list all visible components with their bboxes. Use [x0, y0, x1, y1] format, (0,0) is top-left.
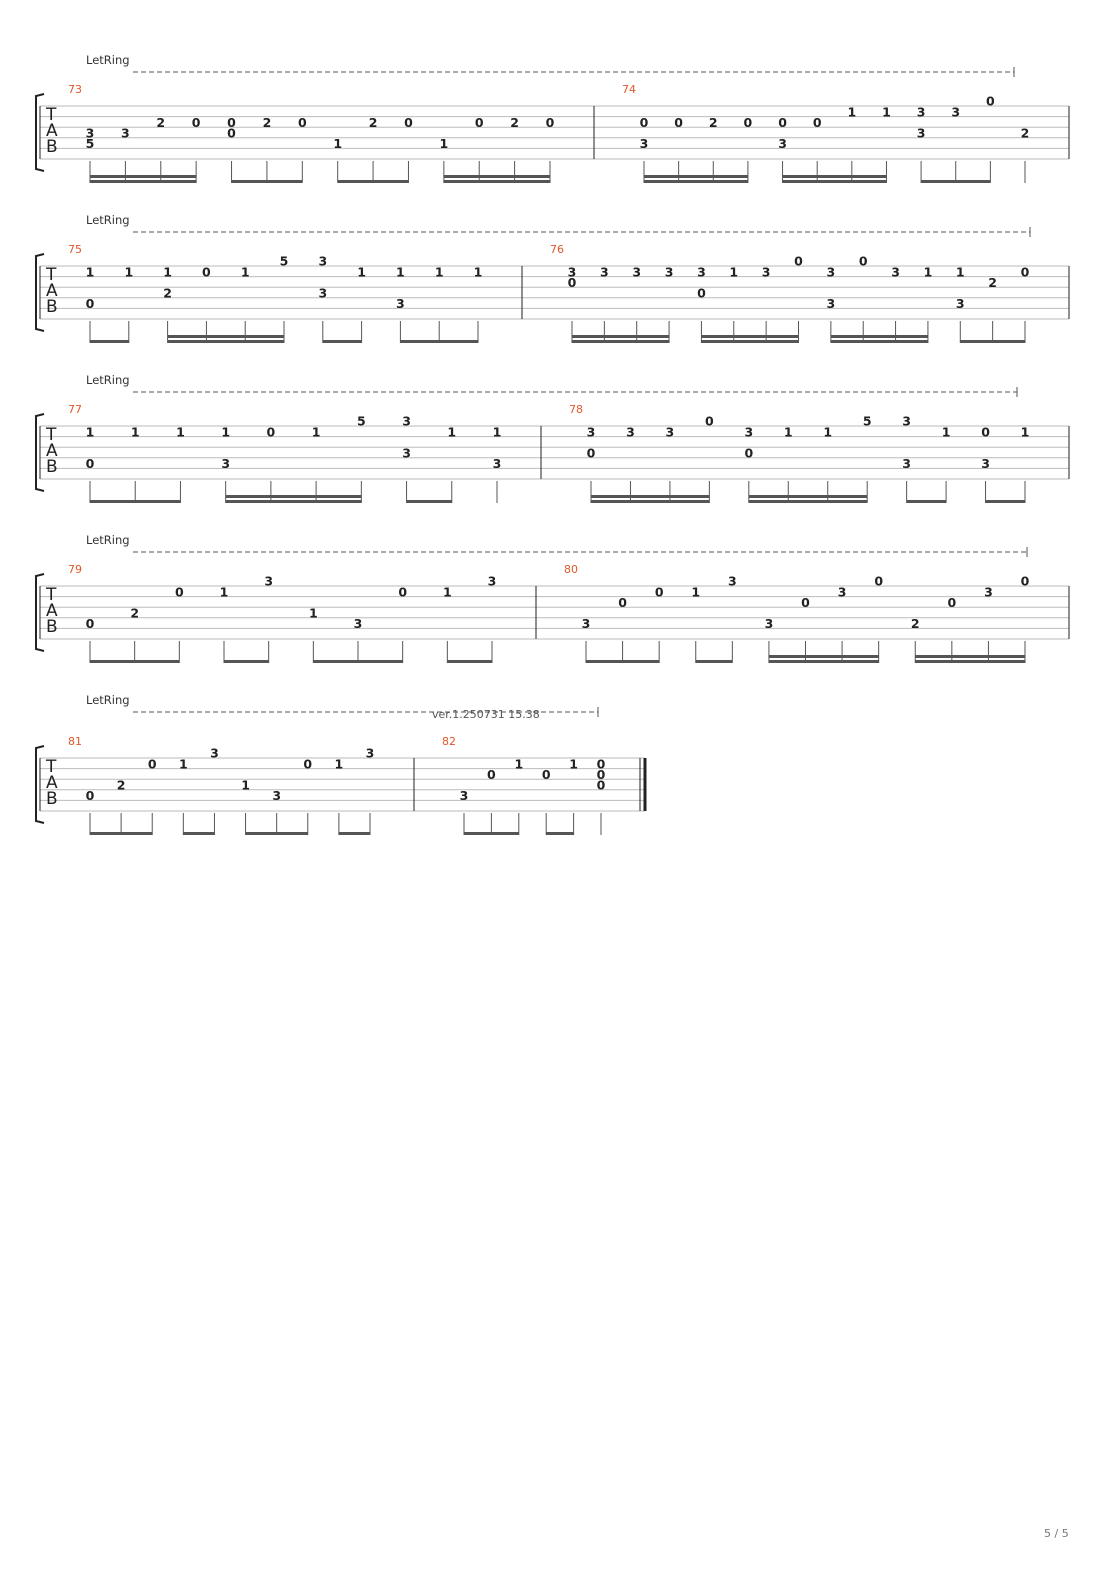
beam-primary — [769, 660, 879, 663]
beam-primary — [400, 340, 478, 343]
fret-number: 0 — [596, 766, 606, 782]
fret-number: 0 — [705, 413, 714, 429]
fret-number: 0 — [227, 125, 236, 141]
fret-number: 0 — [474, 114, 484, 130]
fret-number: 1 — [308, 605, 318, 621]
fret-number: 3 — [778, 136, 787, 152]
beam-primary — [586, 660, 659, 663]
fret-number: 1 — [241, 777, 250, 793]
beam-primary — [90, 500, 180, 503]
fret-number: 3 — [981, 456, 990, 472]
fret-number: 0 — [697, 285, 706, 301]
staff-system — [36, 53, 1069, 183]
fret-number: 1 — [396, 264, 405, 280]
fret-number: 1 — [178, 756, 188, 772]
fret-number: 3 — [891, 264, 900, 280]
fret-number: 0 — [778, 114, 787, 130]
beam-secondary — [168, 335, 284, 338]
fret-number: 3 — [626, 424, 635, 440]
measure-number: 73 — [68, 83, 82, 96]
beam-secondary — [783, 175, 887, 178]
fret-number: 1 — [729, 264, 739, 280]
beam-secondary — [831, 335, 928, 338]
fret-number: 1 — [176, 424, 185, 440]
fret-number: 3 — [492, 456, 502, 472]
fret-number: 2 — [988, 274, 997, 290]
beam-primary — [168, 340, 284, 343]
fret-number: 0 — [743, 114, 753, 130]
fret-number: 3 — [567, 264, 577, 280]
beam-secondary — [701, 335, 798, 338]
beam-primary — [313, 660, 402, 663]
tab-clef-letter: A — [46, 121, 58, 141]
tab-clef-letter: B — [46, 457, 58, 477]
fret-number: 1 — [941, 424, 951, 440]
fret-number: 3 — [902, 456, 911, 472]
fret-number: 0 — [202, 264, 211, 280]
tab-clef-letter: T — [46, 757, 57, 777]
let-ring-label: LetRing — [86, 373, 130, 387]
version-label: ver.1.250731 15.38 — [432, 708, 540, 721]
beam-primary — [338, 180, 409, 183]
fret-number: 0 — [986, 93, 995, 109]
fret-number: 0 — [596, 756, 606, 772]
fret-number: 1 — [447, 424, 457, 440]
fret-number: 0 — [794, 253, 803, 269]
measure-number: 81 — [68, 735, 82, 748]
let-ring-label: LetRing — [86, 213, 130, 227]
beam-primary — [921, 180, 990, 183]
fret-number: 2 — [262, 114, 272, 130]
tab-clef-letter: T — [46, 105, 57, 125]
fret-number: 3 — [764, 616, 774, 632]
fret-number: 3 — [221, 456, 231, 472]
fret-number: 0 — [174, 584, 184, 600]
fret-number: 3 — [353, 616, 363, 632]
fret-number: 1 — [823, 424, 833, 440]
beam-primary — [986, 500, 1025, 503]
measure-number: 77 — [68, 403, 82, 416]
fret-number: 0 — [981, 424, 990, 440]
fret-number: 3 — [318, 253, 328, 269]
measure-number: 74 — [622, 83, 636, 96]
fret-number: 5 — [862, 413, 872, 429]
fret-number: 0 — [541, 766, 551, 782]
beam-secondary — [644, 175, 748, 178]
fret-number: 0 — [1020, 573, 1030, 589]
fret-number: 0 — [85, 296, 95, 312]
beam-secondary — [90, 175, 196, 178]
beam-primary — [960, 340, 1025, 343]
fret-number: 1 — [163, 264, 172, 280]
beam-primary — [907, 500, 946, 503]
fret-number: 0 — [744, 445, 754, 461]
beam-primary — [546, 832, 573, 835]
fret-number: 5 — [356, 413, 366, 429]
measure-number: 79 — [68, 563, 82, 576]
fret-number: 3 — [487, 573, 497, 589]
beam-primary — [90, 660, 179, 663]
fret-number: 0 — [618, 594, 627, 610]
fret-number: 1 — [569, 756, 578, 772]
fret-number: 1 — [311, 424, 321, 440]
fret-number: 3 — [459, 788, 469, 804]
fret-number: 1 — [847, 104, 857, 120]
fret-number: 3 — [727, 573, 737, 589]
fret-number: 0 — [639, 114, 649, 130]
fret-number: 2 — [1020, 125, 1030, 141]
beam-primary — [464, 832, 519, 835]
fret-number: 3 — [837, 584, 847, 600]
fret-number: 1 — [85, 264, 95, 280]
fret-number: 3 — [664, 264, 674, 280]
staff-system — [36, 533, 1069, 663]
fret-number: 1 — [124, 264, 134, 280]
fret-number: 2 — [156, 114, 166, 130]
beam-secondary — [226, 495, 362, 498]
fret-number: 3 — [272, 788, 282, 804]
fret-number: 0 — [404, 114, 413, 130]
beam-primary — [407, 500, 452, 503]
fret-number: 0 — [85, 456, 95, 472]
fret-number: 0 — [85, 788, 95, 804]
beam-primary — [224, 660, 269, 663]
fret-number: 0 — [545, 114, 555, 130]
fret-number: 0 — [85, 616, 95, 632]
beam-primary — [915, 660, 1025, 663]
fret-number: 2 — [130, 605, 140, 621]
measure-number: 78 — [569, 403, 583, 416]
fret-number: 1 — [514, 756, 524, 772]
fret-number: 0 — [147, 756, 157, 772]
beam-secondary — [591, 495, 709, 498]
fret-number: 1 — [492, 424, 502, 440]
fret-number: 5 — [279, 253, 289, 269]
beam-primary — [339, 832, 370, 835]
tab-clef-letter: T — [46, 265, 57, 285]
tab-clef-letter: T — [46, 425, 57, 445]
beam-primary — [644, 180, 748, 183]
fret-number: 1 — [691, 584, 701, 600]
fret-number: 2 — [163, 285, 172, 301]
fret-number: 3 — [639, 136, 649, 152]
fret-number: 1 — [882, 104, 891, 120]
fret-number: 0 — [567, 274, 577, 290]
beam-secondary — [444, 175, 550, 178]
tab-clef-letter: T — [46, 585, 57, 605]
fret-number: 0 — [227, 114, 236, 130]
tab-clef-letter: B — [46, 137, 58, 157]
fret-number: 2 — [708, 114, 718, 130]
fret-number: 2 — [116, 777, 126, 793]
fret-number: 3 — [121, 125, 130, 141]
fret-number: 1 — [130, 424, 140, 440]
fret-number: 3 — [210, 745, 219, 761]
fret-number: 3 — [264, 573, 274, 589]
fret-number: 1 — [357, 264, 366, 280]
fret-number: 0 — [947, 594, 957, 610]
beam-primary — [572, 340, 669, 343]
fret-number: 3 — [955, 296, 965, 312]
page-number: 5 / 5 — [1044, 1527, 1069, 1540]
beam-primary — [701, 340, 798, 343]
beam-primary — [696, 660, 733, 663]
measure-number: 75 — [68, 243, 82, 256]
beam-primary — [183, 832, 214, 835]
beam-primary — [90, 832, 152, 835]
fret-number: 3 — [951, 104, 961, 120]
fret-number: 3 — [902, 413, 911, 429]
fret-number: 3 — [318, 285, 328, 301]
tab-clef-letter: A — [46, 281, 58, 301]
beam-primary — [323, 340, 362, 343]
fret-number: 0 — [1020, 264, 1030, 280]
beam-primary — [232, 180, 303, 183]
fret-number: 1 — [85, 424, 95, 440]
beam-primary — [246, 832, 308, 835]
fret-number: 0 — [487, 766, 496, 782]
fret-number: 0 — [674, 114, 683, 130]
fret-number: 3 — [826, 264, 836, 280]
fret-number: 3 — [697, 264, 706, 280]
fret-number: 3 — [600, 264, 609, 280]
fret-number: 3 — [402, 413, 411, 429]
fret-number: 0 — [812, 114, 822, 130]
beam-primary — [90, 180, 196, 183]
fret-number: 3 — [761, 264, 771, 280]
fret-number: 0 — [654, 584, 664, 600]
let-ring-label: LetRing — [86, 533, 130, 547]
measure-number: 76 — [550, 243, 564, 256]
beam-secondary — [915, 655, 1025, 658]
fret-number: 0 — [596, 777, 606, 793]
fret-number: 0 — [586, 445, 596, 461]
fret-number: 3 — [916, 125, 926, 141]
fret-number: 1 — [240, 264, 250, 280]
fret-number: 3 — [665, 424, 675, 440]
fret-number: 5 — [85, 136, 95, 152]
tab-clef-letter: A — [46, 441, 58, 461]
fret-number: 1 — [923, 264, 933, 280]
let-ring-label: LetRing — [86, 53, 130, 67]
tab-clef-letter: A — [46, 773, 58, 793]
staff-system — [36, 373, 1069, 503]
fret-number: 0 — [303, 756, 313, 772]
fret-number: 0 — [801, 594, 810, 610]
fret-number: 1 — [473, 264, 483, 280]
beam-primary — [591, 500, 709, 503]
fret-number: 1 — [1020, 424, 1030, 440]
fret-number: 3 — [586, 424, 596, 440]
fret-number: 0 — [191, 114, 201, 130]
fret-number: 1 — [955, 264, 965, 280]
tab-clef-letter: B — [46, 297, 58, 317]
fret-number: 1 — [219, 584, 229, 600]
fret-number: 0 — [874, 573, 884, 589]
let-ring-label: LetRing — [86, 693, 130, 707]
fret-number: 3 — [581, 616, 591, 632]
beam-primary — [444, 180, 550, 183]
beam-primary — [749, 500, 867, 503]
fret-number: 3 — [984, 584, 993, 600]
beam-primary — [831, 340, 928, 343]
fret-number: 0 — [266, 424, 276, 440]
staff-systems — [36, 53, 1069, 835]
fret-number: 1 — [334, 756, 344, 772]
beam-secondary — [749, 495, 867, 498]
beam-primary — [226, 500, 362, 503]
fret-number: 0 — [297, 114, 307, 130]
fret-number: 1 — [333, 136, 343, 152]
fret-number: 3 — [916, 104, 926, 120]
fret-number: 1 — [434, 264, 444, 280]
fret-number: 3 — [396, 296, 405, 312]
tab-clef-letter: B — [46, 617, 58, 637]
measure-number: 82 — [442, 735, 456, 748]
tab-clef-letter: B — [46, 789, 58, 809]
fret-number: 2 — [910, 616, 920, 632]
beam-secondary — [769, 655, 879, 658]
fret-number: 3 — [85, 125, 95, 141]
fret-number: 3 — [402, 445, 411, 461]
measure-number: 80 — [564, 563, 578, 576]
fret-number: 0 — [858, 253, 868, 269]
fret-number: 2 — [368, 114, 378, 130]
fret-number: 2 — [510, 114, 519, 130]
fret-number: 1 — [783, 424, 793, 440]
fret-number: 3 — [632, 264, 642, 280]
fret-number: 1 — [439, 136, 449, 152]
fret-number: 3 — [365, 745, 375, 761]
beam-primary — [783, 180, 887, 183]
fret-number: 0 — [398, 584, 408, 600]
staff-system — [36, 213, 1069, 343]
beam-secondary — [572, 335, 669, 338]
fret-number: 1 — [221, 424, 231, 440]
staff-system — [36, 693, 645, 835]
beam-primary — [447, 660, 492, 663]
beam-primary — [90, 340, 129, 343]
tab-clef-letter: A — [46, 601, 58, 621]
fret-number: 3 — [826, 296, 836, 312]
fret-number: 1 — [442, 584, 452, 600]
fret-number: 3 — [744, 424, 754, 440]
